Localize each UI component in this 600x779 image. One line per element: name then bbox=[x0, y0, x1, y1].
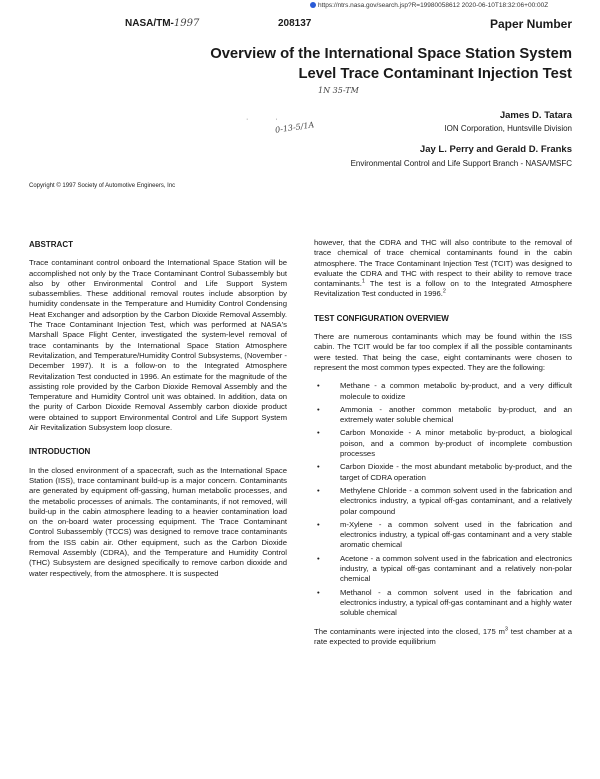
bullet-icon: • bbox=[317, 462, 320, 472]
list-item: • Carbon Dioxide - the most abundant metabolic by-product, and the target of CDRA operation bbox=[317, 462, 572, 482]
author-1-affiliation: ION Corporation, Huntsville Division bbox=[444, 124, 572, 133]
copyright-notice: Copyright © 1997 Society of Automotive Engineers, Inc bbox=[29, 183, 176, 189]
download-stamp bbox=[310, 2, 548, 9]
title-line-1: Overview of the International Space Station System bbox=[210, 46, 572, 62]
report-id: NASA/TM-1997 bbox=[125, 18, 200, 29]
list-item: • Ammonia - another common metabolic by-product, and an extremely water soluble chemical bbox=[317, 404, 572, 425]
list-item: • Carbon Monoxide - A minor metabolic by-product, a biological poison, and a common by-product of incomplete combustion processes bbox=[317, 428, 572, 459]
introduction-heading: INTRODUCTION bbox=[29, 447, 91, 457]
contaminant-list bbox=[314, 381, 572, 618]
test-config-heading: TEST CONFIGURATION OVERVIEW bbox=[314, 313, 449, 323]
handwritten-note-2: 0-13-5/1A bbox=[274, 120, 315, 135]
abstract-paragraph: Trace contaminant control onboard the International Space Station will be accomplished not only by the Trace Contaminant Control Subassembly but also by other Environmental Control and Life Support System subassemblies. These additional removal routes include absorption by humidity condensate in the Temperature and Humidity Control Condensing Heat Exchanger and adsorption by the Carbon Dioxide Removal Assembly. The Trace Contaminant Injection Test, which was performed at NASA's Marshall Space Flight Center, investigated the system-level removal of trace contaminants by the International Space Station Atmosphere Revitalization, and Temperature/Humidity Control Subsystems, (November - December 1997). It is a follow-on to the Integrated Atmosphere Revitalization Test conducted in 1996. An estimate for the magnitude of the assisting role provided by the Carbon Dioxide Removal Assembly and the Temperature and Humidity Control unit was obtained. In addition, data on the purity of Carbon Dioxide Removal Assembly carbon dioxide product were obtained to support Environmental Control and Life Support System Air Revitalization Subsystem loop closure. bbox=[29, 258, 287, 433]
author-2-name: Jay L. Perry and Gerald D. Franks bbox=[419, 144, 572, 155]
footnote-ref-1: 1 bbox=[361, 278, 365, 285]
injection-paragraph: The contaminants were injected into the closed, 175 $m^3$ test chamber at a rate expected to provide equilibrium bbox=[314, 625, 573, 646]
author-2-affiliation: Environmental Control and Life Support Branch - NASA/MSFC bbox=[350, 159, 572, 168]
list-item: • Methanol - a common solvent used in the fabrication and electronics industry, a typical off-gas contaminant and a highly water soluble chemical bbox=[317, 587, 572, 618]
bullet-icon: • bbox=[317, 381, 320, 391]
left-column bbox=[29, 240, 287, 587]
handwritten-year: 1997 bbox=[173, 18, 200, 29]
introduction-paragraph: In the closed environment of a spacecraft, such as the International Space Station (ISS), trace contaminant build-up is a major concern. Contaminants are generated by equipment off-gassing, human metabolic processes, and the metabolic processes of animals. The contaminants, if not removed, will build-up in the cabin atmosphere leading to a heavier contamination load on the on-board water processing equipment. The Trace Contaminant Control Subassembly (TCCS) was designed to remove trace contaminants from the ISS cabin air. Other equipment, such as the Carbon Dioxide Removal Assembly (CDRA), and the Temperature and Humidity Control (THC) Subsystem are designed specifically to remove carbon dioxide and water respectively, from the atmosphere. It is suspected bbox=[29, 465, 287, 578]
paper-title bbox=[92, 44, 572, 84]
bullet-icon: • bbox=[317, 404, 320, 414]
ntrs-logo-icon bbox=[310, 2, 316, 8]
stamp-text: https://ntrs.nasa.gov/search.jsp?R=19980058612 2020-06-10T18:32:06+00:00Z bbox=[318, 2, 549, 9]
bullet-icon: • bbox=[317, 428, 320, 438]
list-item: • Methylene Chloride - a common solvent used in the fabrication and electronics industry, a typical off-gas contaminant, and a relatively polar compound bbox=[317, 485, 572, 516]
bullet-icon: • bbox=[317, 519, 320, 529]
list-item: • Methane - a common metabolic by-product, and a very difficult molecule to oxidize bbox=[317, 381, 572, 401]
scan-specks: · · bbox=[246, 116, 278, 123]
test-config-paragraph: There are numerous contaminants which may be found within the ISS cabin. The TCIT would be far too complex if all the possible contaminants were tested. That being the case, eight contaminants were chosen to represent the most common types expected. They are the following: bbox=[314, 332, 572, 372]
abstract-heading: ABSTRACT bbox=[29, 240, 73, 249]
list-item: • Acetone - a common solvent used in the fabrication and electronics industry, a typical off-gas contaminant and a relatively non-polar chemical bbox=[317, 553, 572, 584]
report-number: 208137 bbox=[278, 18, 312, 29]
author-1-name: James D. Tatara bbox=[499, 110, 572, 121]
footnote-ref-2: 2 bbox=[442, 288, 446, 295]
title-line-2: Level Trace Contaminant Injection Test bbox=[298, 66, 572, 82]
continued-paragraph: however, that the CDRA and THC will also contribute to the removal of trace chemical of trace chemical contaminants found in the cabin atmosphere. The Trace Contaminant Injection Test (TCIT) was designed to evaluate the CDRA and THC with respect to their ability to remove trace contaminants.$^1$ The test is a follow on to the Integrated Atmosphere Revitalization Test conducted in 1996.$^2$ bbox=[314, 238, 572, 299]
bullet-icon: • bbox=[317, 485, 320, 495]
bullet-icon: • bbox=[317, 587, 320, 597]
right-column bbox=[314, 240, 572, 655]
handwritten-note-1: 1N 35-TM bbox=[318, 86, 359, 95]
bullet-icon: • bbox=[317, 553, 320, 563]
list-item: • m-Xylene - a common solvent used in the fabrication and electronics industry, a typical off-gas contaminant and a very stable aromatic chemical bbox=[317, 519, 572, 550]
paper-number-label: Paper Number bbox=[489, 17, 572, 31]
